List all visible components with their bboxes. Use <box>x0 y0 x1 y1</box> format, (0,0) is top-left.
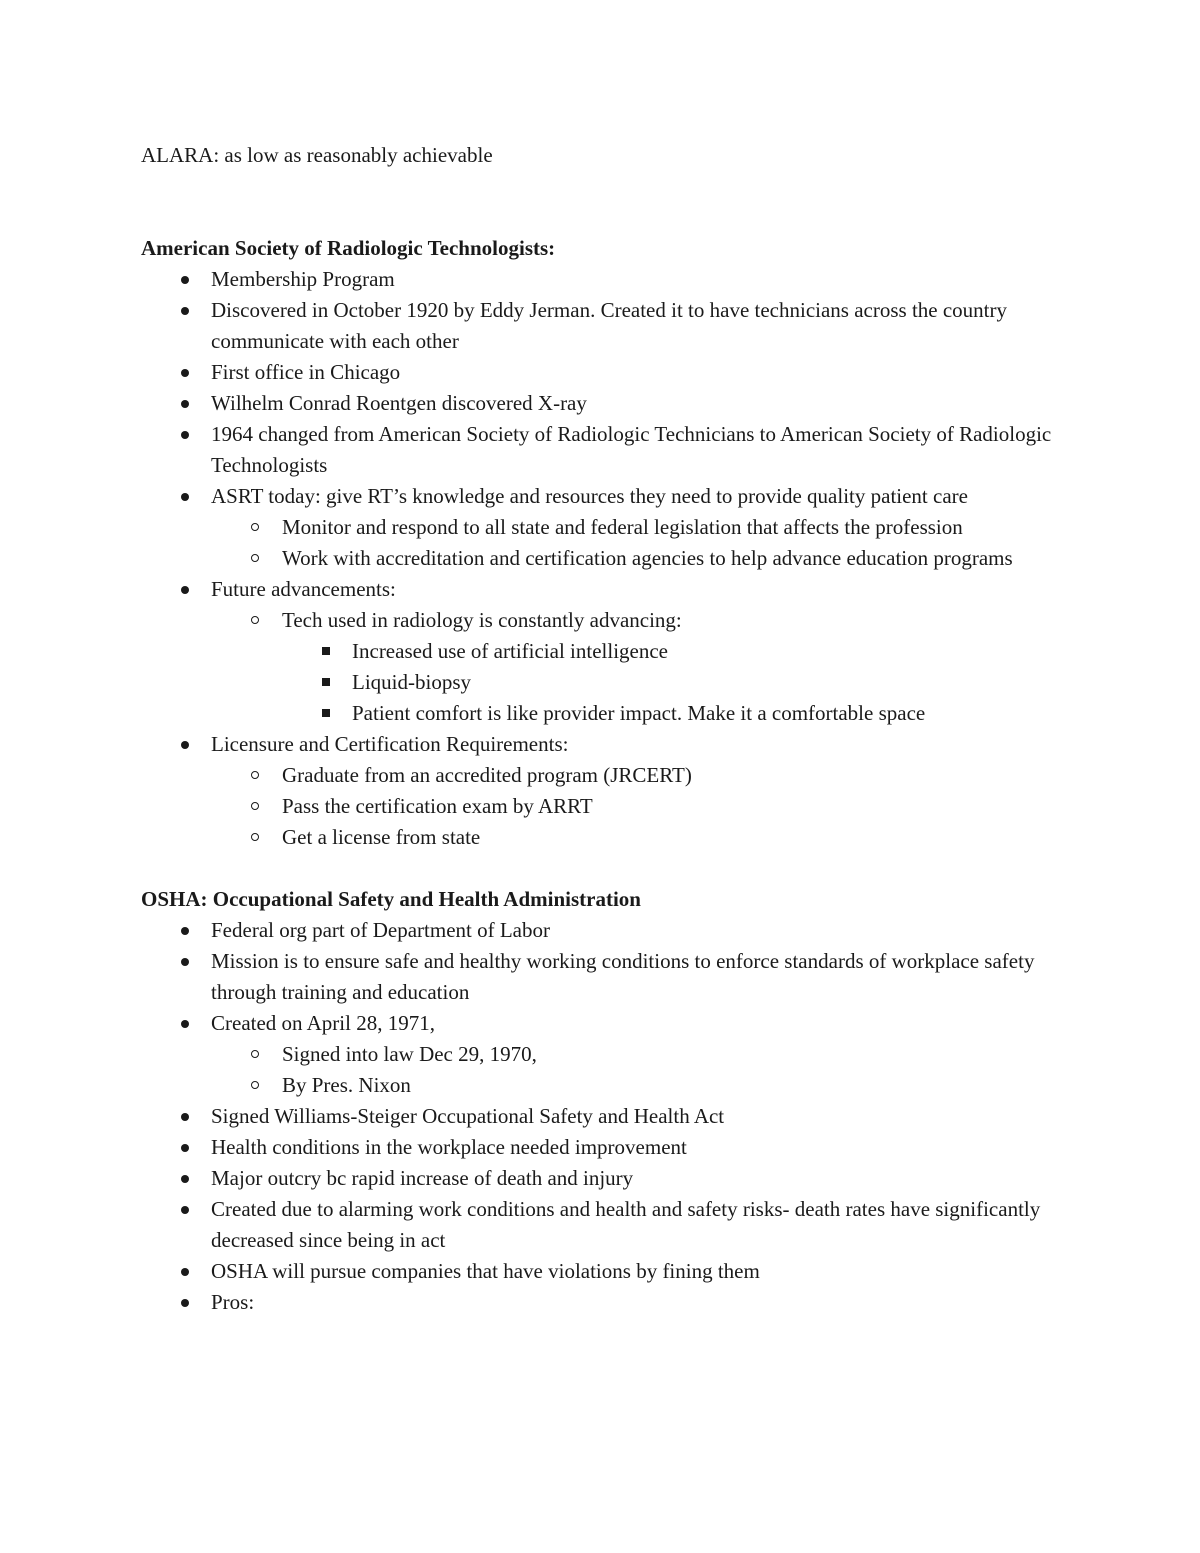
bullet-disc-icon <box>181 307 189 315</box>
list-item: Major outcry bc rapid increase of death and injury <box>141 1163 1061 1194</box>
sub-sub-list-item: Liquid-biopsy <box>282 667 1061 698</box>
document-body <box>141 140 1061 1318</box>
bullet-disc-icon <box>181 1020 189 1028</box>
sub-list-item: Work with accreditation and certification agencies to help advance education programs <box>211 543 1061 574</box>
list-item: Discovered in October 1920 by Eddy Jerman. Created it to have technicians across the country communicate with each other <box>141 295 1061 357</box>
list-item: Mission is to ensure safe and healthy working conditions to enforce standards of workplace safety through training and education <box>141 946 1061 1008</box>
list-item: Membership Program <box>141 264 1061 295</box>
sub-list <box>211 512 1061 574</box>
list-item: Wilhelm Conrad Roentgen discovered X-ray <box>141 388 1061 419</box>
sub-list <box>211 1039 1061 1101</box>
bullet-disc-icon <box>181 1144 189 1152</box>
sub-list <box>211 760 1061 853</box>
bullet-square-icon <box>322 709 330 717</box>
bullet-disc-icon <box>181 927 189 935</box>
sub-list-item: Get a license from state <box>211 822 1061 853</box>
sub-sub-list-item: Increased use of artificial intelligence <box>282 636 1061 667</box>
bullet-circle-icon <box>251 554 259 562</box>
sub-list-item: Signed into law Dec 29, 1970, <box>211 1039 1061 1070</box>
bullet-disc-icon <box>181 586 189 594</box>
list-item: Created due to alarming work conditions and health and safety risks- death rates have significantly decreased since being in act <box>141 1194 1061 1256</box>
bullet-disc-icon <box>181 958 189 966</box>
bullet-circle-icon <box>251 1050 259 1058</box>
list-item: Signed Williams-Steiger Occupational Safety and Health Act <box>141 1101 1061 1132</box>
osha-list <box>141 915 1061 1318</box>
list-item: Pros: <box>141 1287 1061 1318</box>
sub-list-item: Monitor and respond to all state and federal legislation that affects the profession <box>211 512 1061 543</box>
alara-definition: ALARA: as low as reasonably achievable <box>141 143 493 167</box>
bullet-disc-icon <box>181 1299 189 1307</box>
section-spacer <box>141 853 1061 884</box>
bullet-disc-icon <box>181 493 189 501</box>
bullet-square-icon <box>322 678 330 686</box>
list-item: Health conditions in the workplace needed improvement <box>141 1132 1061 1163</box>
sub-list-item: Tech used in radiology is constantly advancing: Increased use of artificial intelligence Liquid-biopsy Patient comfort is like provider impact. Make it a comfortable space <box>211 605 1061 729</box>
sub-list-item: Pass the certification exam by ARRT <box>211 791 1061 822</box>
bullet-disc-icon <box>181 369 189 377</box>
bullet-disc-icon <box>181 741 189 749</box>
bullet-disc-icon <box>181 1175 189 1183</box>
sub-sub-list <box>282 636 1061 729</box>
bullet-disc-icon <box>181 1268 189 1276</box>
bullet-disc-icon <box>181 400 189 408</box>
list-item: Federal org part of Department of Labor <box>141 915 1061 946</box>
sub-sub-list-item: Patient comfort is like provider impact. Make it a comfortable space <box>282 698 1061 729</box>
bullet-circle-icon <box>251 523 259 531</box>
list-item: 1964 changed from American Society of Radiologic Technicians to American Society of Radiologic Technologists <box>141 419 1061 481</box>
list-item: Future advancements: Tech used in radiology is constantly advancing: Increased use of artificial intelligence Liquid-biopsy Patient comfort is like provider impact. Make it a comfortable space <box>141 574 1061 729</box>
bullet-circle-icon <box>251 1081 259 1089</box>
list-item: First office in Chicago <box>141 357 1061 388</box>
bullet-disc-icon <box>181 431 189 439</box>
bullet-circle-icon <box>251 616 259 624</box>
bullet-circle-icon <box>251 802 259 810</box>
list-item: ASRT today: give RT’s knowledge and resources they need to provide quality patient care Monitor and respond to all state and federal legislation that affects the profession Work with accreditation and certification agencies to help advance education programs <box>141 481 1061 574</box>
list-item: OSHA will pursue companies that have violations by fining them <box>141 1256 1061 1287</box>
asrt-heading: American Society of Radiologic Technologists: <box>141 236 556 260</box>
sub-list-item: Graduate from an accredited program (JRCERT) <box>211 760 1061 791</box>
osha-heading: OSHA: Occupational Safety and Health Administration <box>141 887 641 911</box>
list-item: Licensure and Certification Requirements: Graduate from an accredited program (JRCERT) Pass the certification exam by ARRT Get a license from state <box>141 729 1061 853</box>
asrt-list <box>141 264 1061 853</box>
bullet-disc-icon <box>181 1206 189 1214</box>
list-item: Created on April 28, 1971, Signed into law Dec 29, 1970, By Pres. Nixon <box>141 1008 1061 1101</box>
sub-list <box>211 605 1061 729</box>
bullet-circle-icon <box>251 833 259 841</box>
bullet-square-icon <box>322 647 330 655</box>
sub-list-item: By Pres. Nixon <box>211 1070 1061 1101</box>
bullet-disc-icon <box>181 1113 189 1121</box>
bullet-circle-icon <box>251 771 259 779</box>
bullet-disc-icon <box>181 276 189 284</box>
